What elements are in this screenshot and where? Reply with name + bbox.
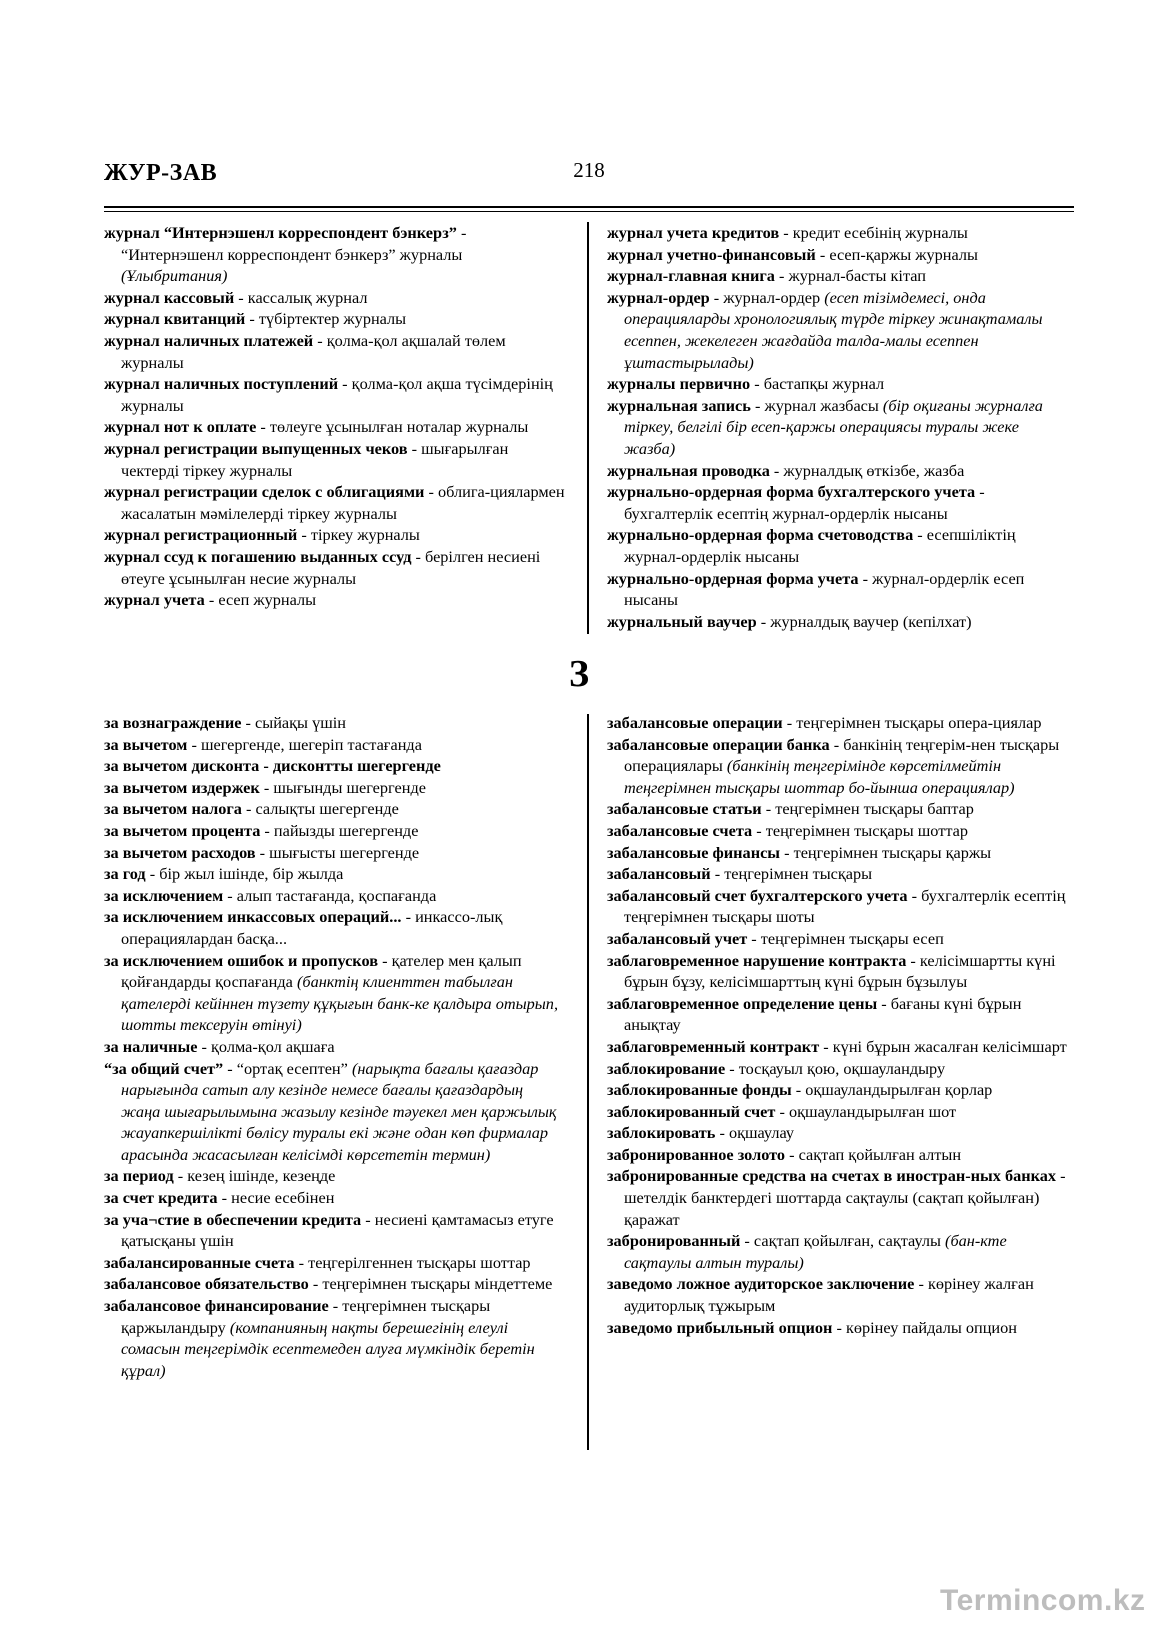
entry-definition: қолма-қол ақшаға [211,1036,335,1056]
entry-note: (банктің клиенттен табылған қателерді кейіннен түзету құқығын банк-ке қалдыра отырып, шотты тексеруін өтінуі) [121,972,559,1035]
dictionary-entry [104,546,566,589]
entry-definition: салықты шегергенде [255,799,399,819]
entry-definition: журналдық өткізбе, жазба [783,460,965,480]
entry-term: “за общий счет” [104,1058,224,1078]
entry-term: журнал регистрации сделок с облигациями [104,482,425,502]
entries-top-left-column [104,222,566,611]
entry-separator: - [456,223,467,242]
entry-separator: - [313,330,327,350]
entry-term: заблаговременное определение цены [607,993,878,1013]
entry-definition: теңгерімнен тысқары қаржы [793,842,992,862]
entry-definition: “Интернэшенл корреспондент бэнкерз” журналы [121,244,463,264]
entry-separator: - [832,1317,846,1337]
entry-separator: - [424,482,438,502]
entry-separator: - [217,1188,232,1208]
dictionary-entry [607,1165,1072,1230]
entry-definition: қолма-қол ақша түсімдерінің журналы [121,374,553,415]
entry-separator: - [819,1036,833,1056]
entry-separator: - [361,1209,375,1229]
entry-term: за вычетом дисконта - дисконтты шегергенде [104,756,441,776]
dictionary-entry [104,373,566,416]
entry-term: забронированное золото [607,1144,786,1164]
entry-definition: келісімшартты күні бұрын бұзу, келісімшарттың күні бұрын бұзылуы [624,950,1056,992]
entries-bottom-right-column [607,712,1072,1338]
dictionary-entry [104,1187,566,1209]
entry-term: за счет кредита [104,1188,218,1208]
dictionary-entry [104,1273,566,1295]
termincom-watermark-logo [940,1584,1146,1624]
entry-separator: - [255,842,270,862]
entry-term: журнал кассовый [104,287,235,307]
entry-separator: - [1056,1166,1066,1186]
entry-separator: - [877,993,891,1013]
entry-term: журнал ссуд к погашению выданных ссуд [104,546,412,566]
entry-definition: несие есебінен [231,1188,335,1208]
dictionary-entry [104,589,566,611]
entry-definition: есепшіліктің журнал-ордерлік нысаны [624,525,1016,566]
entry-definition: журнал-ордерлік есеп нысаны [624,568,1025,610]
entry-term: журнал наличных поступлений [104,374,339,394]
entry-term: журнально-ордерная форма бухгалтерского учета [607,482,976,502]
entry-separator: - [779,223,793,242]
entry-term: журнал “Интернэшенл корреспондент бэнкерз” [104,223,457,242]
entry-separator: - [187,734,201,754]
dictionary-entry [607,460,1072,482]
entries-bottom-left-column [104,712,566,1381]
dictionary-entry [607,950,1072,993]
dictionary-entry [104,885,566,907]
entry-separator: - [782,713,797,732]
entry-definition: бухгалтерлік есептің теңгерімнен тысқары шоты [624,885,1066,927]
entry-note: (банкінің теңгерімінде көрсетілмейтін теңгерімнен тысқары шоттар бо-йынша операциялар) [624,756,1015,797]
entry-separator: - [750,374,764,394]
entry-separator: - [245,309,259,329]
entry-separator: - [710,864,725,884]
entry-separator: - [241,799,256,819]
entry-separator: - [750,395,765,415]
entry-term: забалансовые финансы [607,842,781,862]
entry-separator: - [829,734,844,754]
column-divider-top [587,222,589,634]
dictionary-entry [104,842,566,864]
entry-definition: бір жыл ішінде, бір жылда [159,864,344,884]
entry-term: забалансовые операции [607,713,783,732]
entry-term: заблокированные фонды [607,1080,792,1100]
entry-term: журнал нот к оплате [104,417,257,437]
entry-term: заведомо ложное аудиторское заключение [607,1274,915,1294]
dictionary-entry [104,308,566,330]
entry-definition: журналдық ваучер (кепілхат) [770,611,972,631]
entry-separator: - [725,1058,739,1078]
section-range-title: ЖУР-ЗАВ [104,160,218,186]
entry-definition: инкассо-лық операциялардан басқа... [121,907,503,948]
entry-term: за исключением [104,885,224,905]
entry-term: за вычетом [104,734,188,754]
entry-separator: - [145,864,160,884]
entry-term: журнально-ордерная форма учета [607,568,859,588]
dictionary-entry [104,1036,566,1058]
entry-term: журнальная запись [607,395,751,415]
entry-separator: - [975,482,985,502]
entry-definition: күні бұрын жасалған келісімшарт [832,1036,1067,1056]
entry-separator: - [256,417,270,437]
entry-definition: төлеуге ұсынылған ноталар журналы [269,417,529,437]
dictionary-entry [104,438,566,481]
dictionary-entry [607,265,1072,287]
entry-term: заблокированный счет [607,1101,776,1121]
entry-term: забронированные средства на счетах в иностран-ных банках [607,1166,1057,1186]
entry-term: заблаговременный контракт [607,1036,820,1056]
entry-separator: - [338,374,352,394]
dictionary-entry [607,1058,1072,1080]
entry-definition: оқшауландырылған шот [788,1101,957,1121]
entry-separator: - [780,842,794,862]
dictionary-entry [104,950,566,1036]
dictionary-entry [607,1101,1072,1123]
dictionary-entry [104,1295,566,1381]
entry-separator: - [715,1123,729,1143]
entry-definition: көрінеу жалған аудиторлық тұжырым [624,1274,1034,1316]
dictionary-entry [607,287,1072,373]
entry-separator: - [914,1274,928,1294]
entry-term: за исключением ошибок и пропусков [104,950,379,970]
entry-definition: пайызды шегергенде [273,820,419,840]
entry-note: (нарықта бағалы қағаздар нарығында сатып алу кезінде немесе бағалы қағаздардың жаңа шығарылымына жазылу кезінде тәуекел мен қаржылық жауапкершілікті бөлісу туралы екі және одан көп фирмалар арасында жасасылған келісімді көрсететін термин) [121,1058,557,1164]
dictionary-entry [607,373,1072,395]
entry-definition: теңгерімнен тысқары міндеттеме [322,1274,553,1294]
entry-definition: тосқауыл қою, оқшауландыру [738,1058,946,1078]
dictionary-entry [607,820,1072,842]
entry-term: за наличные [104,1036,198,1056]
entries-top-right-column [607,222,1072,632]
entry-term: за уча¬стие в обеспечении кредита [104,1209,362,1229]
entry-term: журналы первично [607,374,751,394]
dictionary-entry [607,1036,1072,1058]
entry-note: (есеп тізімдемесі, онда операцияларды хронологиялық түрде тіркеу жинақтамалы есеппен, жекелеген жағдайда талда-малы есеппен ұштастырылады) [624,287,1043,372]
entry-definition: сақтап қойылған, сақтаулы [753,1231,941,1251]
entry-term: журнал-ордер [607,287,710,307]
entry-definition: теңгерімнен тысқары опера-циялар [796,713,1042,732]
entry-definition: кассалық журнал [247,287,368,307]
dictionary-entry [104,1209,566,1252]
entry-separator: - [761,799,776,819]
entry-separator: - [785,1144,799,1164]
dictionary-entry [104,1058,566,1166]
dictionary-entry [607,1317,1072,1339]
dictionary-entry [104,712,566,734]
entry-definition: тіркеу журналы [310,525,420,545]
entry-term: забалансовые статьи [607,799,762,819]
entry-separator: - [401,907,416,927]
dictionary-entry [607,885,1072,928]
entry-note: (бір оқиғаны журналға тіркеу, белгілі бір есеп-қаржы операциясы туралы жеке жазба) [624,395,1043,458]
entry-definition: несиені қамтамасыз етуге қатысқаны үшін [121,1209,554,1251]
entry-term: за вознаграждение [104,713,242,732]
entry-separator: - [913,525,927,545]
dictionary-entry [104,222,566,287]
entry-separator: - [774,266,789,286]
entry-definition: шетелдік банктердегі шоттарда сақтаулы (сақтап қойылған) қаражат [624,1188,1040,1229]
dictionary-entry [607,524,1072,567]
dictionary-entry [104,524,566,546]
entry-term: забалансированные счета [104,1252,295,1272]
page-header [104,160,1074,196]
entry-definition: журнал-басты кітап [788,266,926,286]
dictionary-entry [607,863,1072,885]
dictionary-entry [104,798,566,820]
entry-term: за исключением инкассовых операций... [104,907,402,927]
dictionary-entry [104,734,566,756]
entry-definition: оқшауландырылған қорлар [805,1080,993,1100]
entry-separator: - [775,1101,789,1121]
dictionary-entry [104,777,566,799]
dictionary-entry [607,928,1072,950]
entry-term: за вычетом процента [104,820,261,840]
entry-term: забронированный [607,1231,741,1251]
entry-separator: - [234,287,248,307]
entry-separator: - [411,546,425,566]
entry-definition: журнал жазбасы [764,395,879,415]
entry-separator: - [259,777,274,797]
entry-definition: теңгерімнен тысқары баптар [775,799,974,819]
dictionary-entry [104,1165,566,1187]
entry-definition: сақтап қойылған алтын [798,1144,962,1164]
entry-separator: - [858,568,873,588]
dictionary-entry [607,1079,1072,1101]
dictionary-entry [607,1144,1072,1166]
dictionary-entry [607,1230,1072,1273]
entry-definition: есеп-қаржы журналы [829,244,978,264]
entry-separator: - [328,1296,343,1316]
dictionary-entry [607,993,1072,1036]
entry-definition: банкінің теңгерім-нен тысқары операциялары [624,734,1060,776]
entry-term: забалансовые счета [607,820,753,840]
entry-definition: теңгерілгеннен тысқары шоттар [308,1252,531,1272]
entry-term: журнал учетно-финансовый [607,244,816,264]
dictionary-entry [607,395,1072,460]
entry-definition: кредит есебінің журналы [792,223,968,242]
entry-definition: теңгерімнен тысқары [724,864,873,884]
dictionary-entry [104,755,566,777]
dictionary-entry [607,734,1072,799]
entry-note: (бан-кте сақтаулы алтын туралы) [624,1231,1007,1272]
page-number: 218 [573,158,605,182]
dictionary-entry [607,798,1072,820]
entry-definition: түбіртектер журналы [258,309,407,329]
entry-separator: - [204,590,219,610]
entry-definition: бухгалтерлік есептің журнал-ордерлік нысаны [624,503,948,523]
entry-term: заблаговременное нарушение контракта [607,950,907,970]
entry-term: забалансовый счет бухгалтерского учета [607,885,908,905]
entry-separator: - [906,950,920,970]
entry-definition: журнал-ордер [723,287,821,307]
entry-definition: оқшаулау [728,1123,795,1143]
entry-note: (компанияның нақты берешегінің елеулі сомасын теңгерімдік есептемеден алуға мүмкіндік беретін құрал) [121,1317,535,1380]
dictionary-entry [607,1273,1072,1316]
entry-definition: теңгерімнен тысқары есеп [760,928,944,948]
entry-separator: - [815,244,830,264]
entry-separator: - [769,460,784,480]
entry-separator: - [173,1166,188,1186]
dictionary-entry [104,330,566,373]
dictionary-entry [607,842,1072,864]
entry-term: за вычетом расходов [104,842,256,862]
dictionary-entry [104,416,566,438]
dictionary-entry [104,906,566,949]
watermark-text: Termincom.kz [940,1584,1146,1617]
entry-term: журнал регистрационный [104,525,298,545]
entry-separator: - [308,1274,323,1294]
entry-term: журнальный ваучер [607,611,757,631]
entry-definition: шығысты шегергенде [269,842,420,862]
entry-separator: - [740,1231,754,1251]
dictionary-entry [607,568,1072,611]
entry-definition: есеп журналы [218,590,317,610]
entry-term: забалансовый учет [607,928,748,948]
entry-term: за вычетом налога [104,799,242,819]
entry-note: (Ұлыбритания) [121,266,228,286]
entry-definition: бағаны күні бұрын анықтау [624,993,1022,1035]
entry-term: заблокировать [607,1123,716,1143]
column-divider-bottom [587,714,589,1450]
entry-definition: шығынды шегергенде [273,777,426,797]
entry-term: за период [104,1166,174,1186]
entry-term: журнал квитанций [104,309,246,329]
entry-separator: - [197,1036,211,1056]
entry-definition: бастапқы журнал [763,374,885,394]
entry-definition: көрінеу пайдалы опцион [845,1317,1018,1337]
entry-term: за год [104,864,146,884]
entry-definition: теңгерімнен тысқары шоттар [765,820,968,840]
dictionary-entry [104,1252,566,1274]
entry-term: забалансовое обязательство [104,1274,309,1294]
entry-term: забалансовое финансирование [104,1296,329,1316]
entry-term: журнал-главная книга [607,266,775,286]
entry-term: журнал регистрации выпущенных чеков [104,438,408,458]
entry-definition: шегергенде, шегеріп тастағанда [200,734,422,754]
entry-separator: - [407,438,422,458]
entry-term: журнал учета [104,590,205,610]
entry-definition: “ортақ есептен” [236,1058,348,1078]
entry-definition: берілген несиені өтеуге ұсынылған несие журналы [121,546,541,588]
entry-term: журнальная проводка [607,460,770,480]
entry-term: журнально-ордерная форма счетоводства [607,525,914,545]
entry-term: забалансовый [607,864,711,884]
entry-separator: - [241,713,256,732]
entry-definition: шығарылған чектерді тіркеу журналы [121,438,509,480]
entry-separator: - [709,287,724,307]
entry-term: заблокирование [607,1058,726,1078]
dictionary-entry [607,222,1072,244]
entry-separator: - [223,1058,237,1078]
section-letter-heading: З [568,653,590,695]
dictionary-entry [104,863,566,885]
entry-separator: - [260,820,274,840]
dictionary-entry [607,481,1072,524]
entry-definition: қателер мен қалып қойғандарды қоспағанда [121,950,522,992]
entry-separator: - [907,885,922,905]
entry-separator: - [756,611,771,631]
entry-separator: - [752,820,766,840]
entry-definition: облига-циялармен жасалатын мәмілелерді тіркеу журналы [121,482,565,523]
dictionary-entry [607,611,1072,633]
entry-definition: кезең ішінде, кезеңде [187,1166,336,1186]
dictionary-entry [104,820,566,842]
entry-separator: - [378,950,392,970]
header-rule-thick [104,206,1074,208]
header-rule-thin [104,211,1074,212]
entry-term: журнал учета кредитов [607,223,780,242]
entry-definition: қолма-қол ақшалай төлем журналы [121,330,506,372]
entry-separator: - [747,928,761,948]
entry-separator: - [223,885,237,905]
entry-definition: теңгерімнен тысқары қаржыландыру [121,1296,491,1337]
dictionary-entry [104,287,566,309]
entry-term: заведомо прибыльный опцион [607,1317,833,1337]
entry-term: забалансовые операции банка [607,734,830,754]
entry-definition: алып тастағанда, қоспағанда [236,885,437,905]
entry-definition: сыйақы үшін [255,713,346,732]
entry-separator: - [297,525,311,545]
entry-term: за вычетом издержек [104,777,260,797]
dictionary-entry [607,244,1072,266]
entry-term: журнал наличных платежей [104,330,314,350]
dictionary-entry [104,481,566,524]
entry-separator: - [791,1080,806,1100]
dictionary-entry [607,1122,1072,1144]
entry-separator: - [294,1252,309,1272]
dictionary-entry [607,712,1072,734]
